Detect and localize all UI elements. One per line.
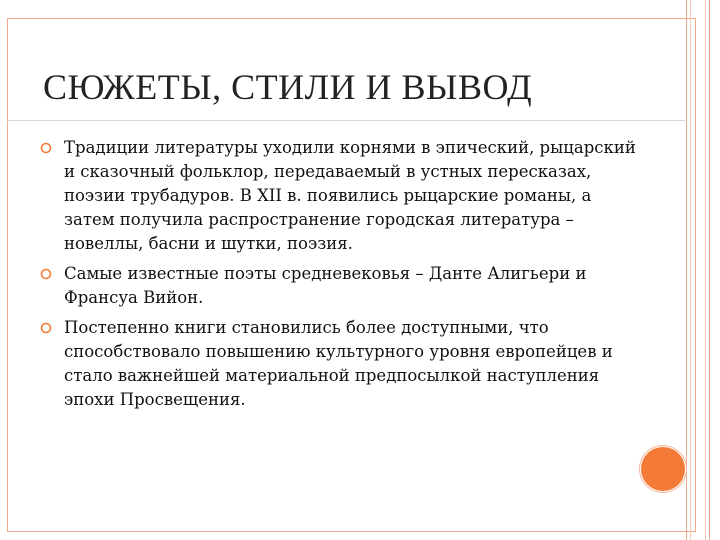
slide-title: СЮЖЕТЫ, СТИЛИ И ВЫВОД	[43, 67, 533, 107]
decorative-orange-circle	[641, 447, 685, 491]
title-divider	[7, 120, 685, 121]
bullet-text: Постепенно книги становились более доступными, что способствовало повышению культурного уровня европейцев и стало важнейшей материальной предпосылкой наступления эпохи Просвещения.	[64, 318, 613, 409]
bullet-text: Традиции литературы уходили корнями в эпический, рыцарский и сказочный фольклор, передаваемый в устных пересказах, поэзии трубадуров. В XII в. появились рыцарские романы, а затем получила распространение городская литература – новеллы, басни и шутки, поэзия.	[64, 138, 636, 253]
open-circle-icon	[40, 142, 54, 154]
bullet-text: Самые известные поэты средневековья – Данте Алигьери и Франсуа Вийон.	[64, 264, 587, 307]
bullet-item	[40, 316, 640, 412]
open-circle-icon	[40, 322, 54, 334]
open-circle-icon	[40, 268, 54, 280]
bullet-list	[40, 136, 640, 418]
bullet-item	[40, 262, 640, 310]
right-decor-band-inner	[690, 0, 706, 540]
bullet-item	[40, 136, 640, 256]
